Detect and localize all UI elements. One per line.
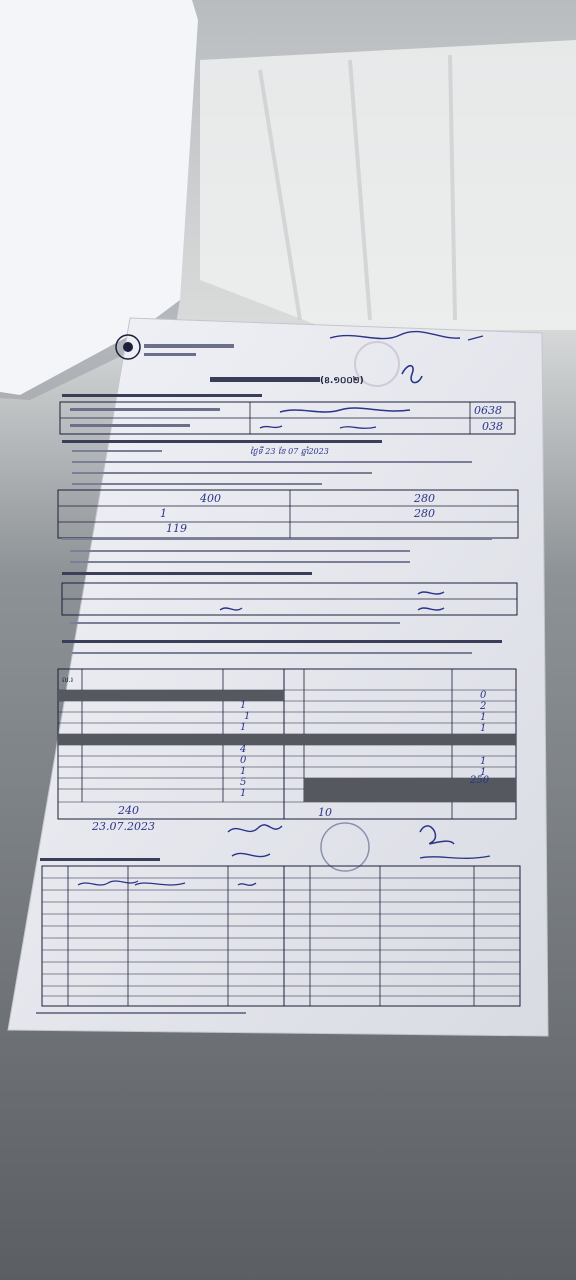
candidate-row-4: 4 bbox=[240, 744, 247, 755]
candidate-row-8: 1 bbox=[240, 788, 247, 799]
valid-ballots: 10 bbox=[318, 806, 332, 819]
shaded-row-1 bbox=[58, 690, 284, 701]
shaded-row-2 bbox=[58, 734, 516, 745]
count-ballots-used: 280 bbox=[414, 507, 435, 520]
light-reflection bbox=[200, 40, 576, 330]
candidate-row-2: 1 bbox=[244, 711, 251, 722]
candidate-row-1: 1 bbox=[240, 700, 247, 711]
count-registered-b: 1 bbox=[160, 507, 167, 520]
station-code-1: 0638 bbox=[474, 404, 502, 417]
count-registered-a: 400 bbox=[200, 492, 221, 505]
count-ballots-received: 280 bbox=[414, 492, 435, 505]
party-row-2: 2 bbox=[480, 701, 487, 712]
candidate-row-7: 5 bbox=[240, 777, 247, 788]
table-header-no: ល.រ bbox=[62, 676, 74, 684]
checkbox-row-marks bbox=[62, 538, 492, 540]
election-date: ថ្ងៃទី 23 ខែ 07 ឆ្នាំ2023 bbox=[250, 447, 329, 456]
total-votes: 240 bbox=[118, 804, 139, 817]
candidate-row-5: 0 bbox=[240, 755, 247, 766]
station-code-2: 038 bbox=[482, 420, 503, 433]
party-row-6: 1 bbox=[480, 767, 487, 778]
count-spoiled: 250 bbox=[470, 775, 490, 786]
footer-date: 23.07.2023 bbox=[92, 820, 155, 833]
form-title-code: (ខ.១០០២) bbox=[320, 376, 364, 386]
party-row-3: 1 bbox=[480, 712, 487, 723]
candidate-row-6: 1 bbox=[240, 766, 247, 777]
count-ballots-unused: 119 bbox=[166, 522, 187, 535]
party-row-4: 1 bbox=[480, 723, 487, 734]
party-row-5: 1 bbox=[480, 756, 487, 767]
party-row-1: 0 bbox=[480, 690, 487, 701]
candidate-row-3: 1 bbox=[240, 722, 247, 733]
